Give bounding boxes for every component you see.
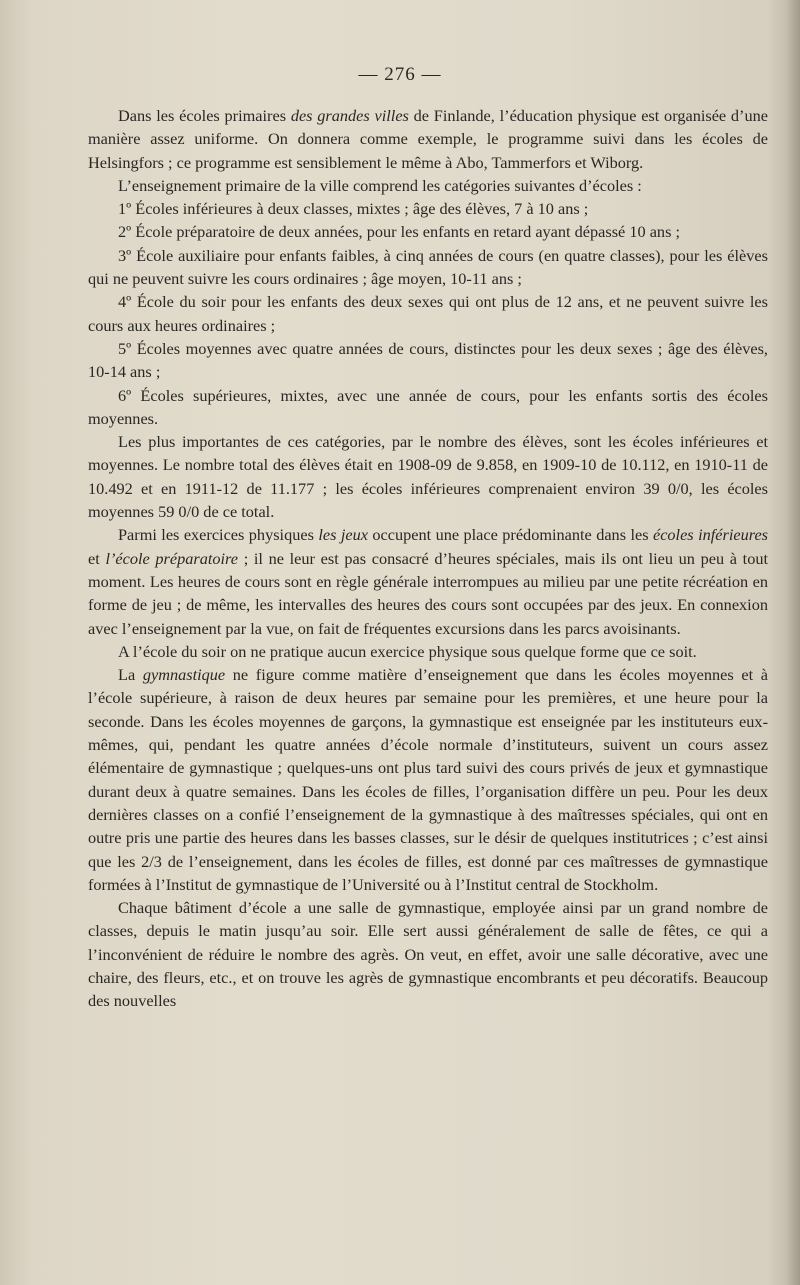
text-run: 1º Écoles inférieures à deux classes, mixtes ; âge des élèves, 7 à 10 ans ;	[118, 199, 589, 219]
italic-text: écoles inférieures	[652, 525, 769, 545]
italic-text: des grandes villes	[290, 106, 409, 125]
text-run: La	[118, 665, 143, 685]
paragraph	[88, 896, 768, 1012]
paragraph	[88, 384, 768, 431]
paragraph	[88, 174, 768, 197]
italic-text: les jeux	[318, 525, 368, 545]
paragraph	[88, 430, 768, 523]
text-run: A l’école du soir on ne pratique aucun exercice physique sous quelque forme que ce soit.	[118, 641, 697, 661]
text-run: et	[88, 548, 106, 568]
text-run: Les plus importantes de ces catégories, par le nombre des élèves, sont les écoles inférieures et moyennes. Le nombre total des élèves était en 1908-09 de 9.858, en 1909-10 de 10.112, en 1910-11 de 10.492 et en 1911-12 de 11.177 ; les écoles inférieures comprenaient environ 39 0/0, les écoles moyennes 59 0/0 de ce total.	[88, 432, 768, 522]
paragraph	[88, 290, 768, 337]
text-run: 3º École auxiliaire pour enfants faibles, à cinq années de cours (en quatre classes), pour les élèves qui ne peuvent suivre les cours ordinaires ; âge moyen, 10-11 ans ;	[88, 245, 768, 289]
text-run: 6º Écoles supérieures, mixtes, avec une année de cours, pour les enfants sortis des écoles moyennes.	[88, 385, 768, 428]
text-run: Chaque bâtiment d’école a une salle de gymnastique, employée ainsi par un grand nombre de classes, depuis le matin jusqu’au soir. Elle sert aussi généralement de salle de fêtes, ce qui a l’inconvénient de réduire le nombre des agrès. On veut, en effet, avoir une salle décorative, avec une chaire, des fleurs, etc., et on trouve les agrès de gymnastique encombrants et peu décoratifs. Beaucoup des nouvelles	[88, 898, 768, 1011]
text-run: Parmi les exercices physiques	[118, 525, 319, 545]
italic-text: l’école préparatoire	[105, 548, 239, 568]
text-run: L’enseignement primaire de la ville comprend les catégories suivantes d’écoles :	[118, 175, 642, 195]
text-run: 2º École préparatoire de deux années, pour les enfants en retard ayant dépassé 10 ans ;	[118, 222, 680, 242]
text-run: Dans les écoles primaires	[118, 106, 291, 125]
paragraph	[88, 640, 768, 663]
paragraph	[88, 197, 768, 220]
paragraph	[88, 104, 768, 174]
paragraph	[88, 337, 768, 384]
text-run: occupent une place prédominante dans les	[367, 525, 653, 545]
text-run: 5º Écoles moyennes avec quatre années de cours, distinctes pour les deux sexes ; âge des élèves, 10-14 ans ;	[88, 338, 768, 382]
text-run: 4º École du soir pour les enfants des deux sexes qui ont plus de 12 ans, et ne peuvent suivre les cours aux heures ordinaires ;	[88, 292, 768, 335]
page-number: — 276 —	[358, 64, 442, 85]
page-edge-shadow	[786, 0, 800, 1285]
paragraph	[88, 523, 768, 639]
paragraph	[88, 220, 768, 243]
body-text	[88, 104, 768, 1013]
text-run: de Finlande, l’éducation physique est organisée d’une manière assez uniforme. On donnera comme exemple, le programme suivi dans les écoles de Helsingfors ; ce programme est sensiblement le même à Abo, Tammerfors et Wiborg.	[88, 106, 768, 172]
paragraph	[88, 663, 768, 896]
text-run: ; il ne leur est pas consacré d’heures spéciales, mais ils ont lieu un peu à tout moment. Les heures de cours sont en règle générale interrompues au milieu par une petite récréation en forme de jeu ; de même, les intervalles des heures des cours sont occupées par des jeux. En connexion avec l’enseignement par la vue, on fait de fréquentes excursions dans les parcs avoisinants.	[88, 548, 769, 638]
italic-text: gymnastique	[142, 665, 226, 685]
paragraph	[88, 244, 768, 291]
text-run: ne figure comme matière d’enseignement que dans les écoles moyennes et à l’école supérieure, à raison de deux heures par semaine pour les premières, et une heure pour la seconde. Dans les écoles moyennes de garçons, la gymnastique est enseignée par les instituteurs eux-mêmes, qui, pendant les quatre années d’école normale d’instituteurs, suivent un cours assez élémentaire de gymnastique ; quelques-uns ont plus tard suivi des cours privés de jeux et gymnastique durant deux à quatre semaines. Dans les écoles de filles, l’organisation diffère un peu. Pour les deux dernières classes on a confié l’enseignement de la gymnastique à des maîtresses spéciales, qui ont en outre pris une partie des heures dans les basses classes, sur le désir de quelques institutrices ; c’est ainsi que les 2/3 de l’enseignement, dans les écoles de filles, est donné par ces maîtresses de gymnastique formées à l’Institut de gymnastique de l’Université ou à l’Institut central de Stockholm.	[88, 665, 768, 894]
